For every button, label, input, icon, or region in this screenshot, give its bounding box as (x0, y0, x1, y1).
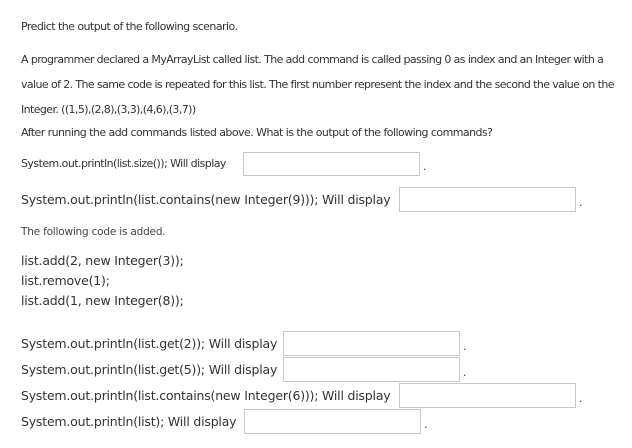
contains6-question-label: System.out.println(list.contains(new Integer(6))); Will display (21, 388, 391, 403)
scenario-text: A programmer declared a MyArrayList called list. The add command is called passing 0 as index and an Integer with a value of 2. The same code is repeated for this list. The first number represent the index and the second the value on the Integer. ((1,5),(2,8),(3,3),(4,6),(3,7)) (21, 53, 614, 116)
get2-question-label: System.out.println(list.get(2)); Will display (21, 336, 278, 351)
print-list-answer-input[interactable] (244, 409, 421, 434)
contains9-question-label: System.out.println(list.contains(new Integer(9))); Will display (21, 192, 391, 207)
get5-question-label: System.out.println(list.get(5)); Will display (21, 362, 278, 377)
contains6-answer-period: . (579, 392, 583, 405)
get5-answer-input[interactable] (283, 357, 460, 382)
size-question-label: System.out.println(list.size()); Will display (21, 157, 226, 170)
contains9-answer-period: . (579, 196, 583, 209)
instruction-text: Predict the output of the following scenario. (21, 20, 238, 33)
size-answer-period: . (423, 160, 427, 173)
contains6-answer-input[interactable] (399, 383, 576, 408)
print-list-question-label: System.out.println(list); Will display (21, 414, 237, 429)
code-line: list.add(1, new Integer(8)); (21, 293, 184, 308)
size-answer-input[interactable] (243, 152, 420, 176)
code-line: list.remove(1); (21, 273, 110, 288)
contains9-answer-input[interactable] (399, 187, 576, 212)
added-code-block (21, 251, 184, 311)
get5-answer-period: . (463, 366, 467, 379)
get2-answer-input[interactable] (283, 331, 460, 356)
code-line: list.add(2, new Integer(3)); (21, 253, 184, 268)
added-code-note: The following code is added. (21, 226, 166, 238)
print-list-answer-period: . (424, 418, 428, 431)
prompt-text: After running the add commands listed above. What is the output of the following commands? (21, 126, 493, 139)
get2-answer-period: . (463, 340, 467, 353)
